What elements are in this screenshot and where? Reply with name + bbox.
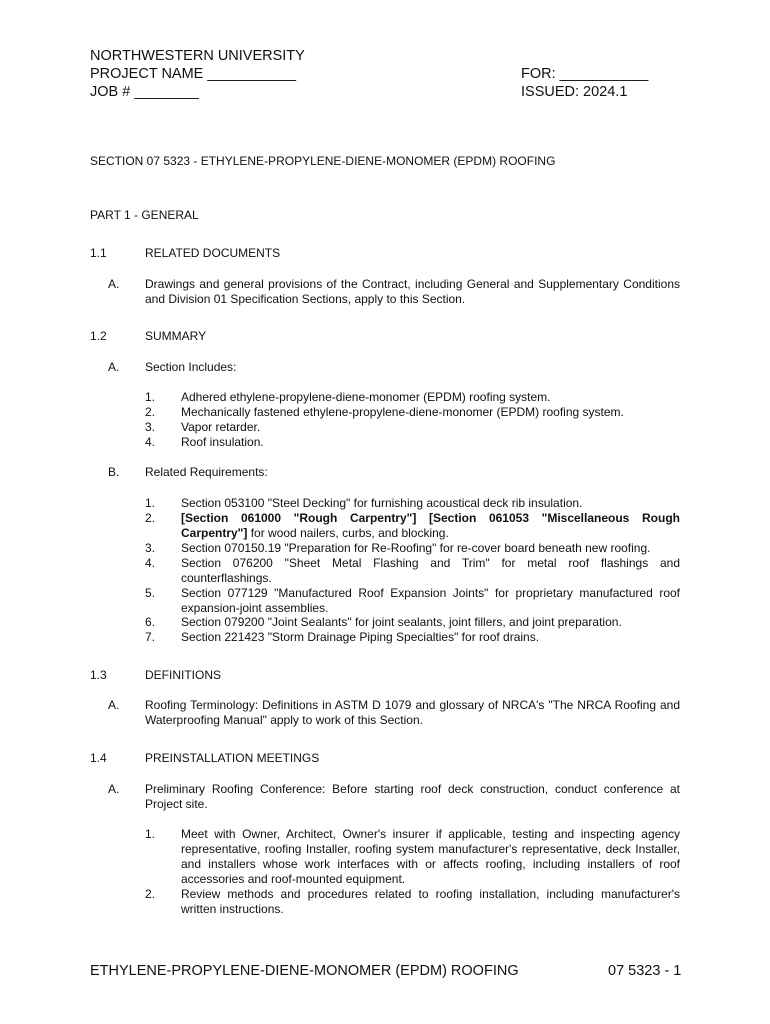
paragraph-letter: A. <box>108 782 120 796</box>
list-item: Section 077129 "Manufactured Roof Expansion Joints" for proprietary manufactured roof expansion-joint assemblies. <box>181 586 680 615</box>
list-number: 5. <box>145 586 156 600</box>
list-item: Meet with Owner, Architect, Owner's insurer if applicable, testing and inspecting agency representative, roofing Installer, roofing system manufacturer's representative, deck Installer, and installers whose work interfaces with or affects roofing, including installers of roof accessories and roof-mounted equipment. <box>181 827 680 886</box>
part-heading: PART 1 - GENERAL <box>90 208 199 222</box>
list-item: Section 076200 "Sheet Metal Flashing and Trim" for metal roof flashings and counterflashings. <box>181 556 680 585</box>
list-number: 2. <box>145 511 156 525</box>
list-item: Mechanically fastened ethylene-propylene-diene-monomer (EPDM) roofing system. <box>181 405 624 419</box>
article-title: DEFINITIONS <box>145 668 222 682</box>
list-item: Section 079200 "Joint Sealants" for joint sealants, joint fillers, and joint preparation. <box>181 615 622 629</box>
paragraph-letter: A. <box>108 360 120 374</box>
section-title: SECTION 07 5323 - ETHYLENE-PROPYLENE-DIENE-MONOMER (EPDM) ROOFING <box>90 154 556 168</box>
job-number: JOB # ________ <box>90 84 199 100</box>
footer-title: ETHYLENE-PROPYLENE-DIENE-MONOMER (EPDM) ROOFING <box>90 963 519 979</box>
page-number: 07 5323 - 1 <box>608 963 682 979</box>
list-number: 2. <box>145 405 156 419</box>
list-number: 6. <box>145 615 156 629</box>
paragraph-letter: B. <box>108 465 120 479</box>
list-number: 1. <box>145 827 156 841</box>
article-number: 1.1 <box>90 246 107 260</box>
list-number: 3. <box>145 420 156 434</box>
list-item: Section 070150.19 "Preparation for Re-Roofing" for re-cover board beneath new roofing. <box>181 541 651 555</box>
article-number: 1.3 <box>90 668 107 682</box>
list-number: 3. <box>145 541 156 555</box>
article-number: 1.4 <box>90 751 107 765</box>
list-number: 1. <box>145 390 156 404</box>
paragraph-letter: A. <box>108 277 120 291</box>
list-number: 4. <box>145 556 156 570</box>
article-title: PREINSTALLATION MEETINGS <box>145 751 320 765</box>
list-item <box>181 511 680 541</box>
bold-reference: [Section 061000 "Rough Carpentry"] <box>181 511 417 525</box>
paragraph-text: Related Requirements: <box>145 465 268 479</box>
paragraph-text: Section Includes: <box>145 360 237 374</box>
list-item: Section 053100 "Steel Decking" for furnishing acoustical deck rib insulation. <box>181 496 583 510</box>
for-field: FOR: ___________ <box>521 66 649 82</box>
list-item: Review methods and procedures related to roofing installation, including manufacturer's written instructions. <box>181 887 680 916</box>
university-name: NORTHWESTERN UNIVERSITY <box>90 48 305 64</box>
article-title: SUMMARY <box>145 329 207 343</box>
list-number: 4. <box>145 435 156 449</box>
article-number: 1.2 <box>90 329 107 343</box>
list-number: 7. <box>145 630 156 644</box>
list-item: Section 221423 "Storm Drainage Piping Specialties" for roof drains. <box>181 630 540 644</box>
article-title: RELATED DOCUMENTS <box>145 246 281 260</box>
list-item-text: for wood nailers, curbs, and blocking. <box>247 526 449 540</box>
paragraph-text: Roofing Terminology: Definitions in ASTM D 1079 and glossary of NRCA's "The NRCA Roofing and Waterproofing Manual" apply to work of this Section. <box>145 698 680 727</box>
paragraph-letter: A. <box>108 698 120 712</box>
project-name: PROJECT NAME ___________ <box>90 66 297 82</box>
paragraph-text: Drawings and general provisions of the Contract, including General and Supplementary Conditions and Division 01 Specification Sections, apply to this Section. <box>145 277 680 306</box>
list-number: 1. <box>145 496 156 510</box>
issued-date: ISSUED: 2024.1 <box>521 84 628 100</box>
list-item: Roof insulation. <box>181 435 264 449</box>
bold-reference: [Section 061053 "Miscellaneous Rough Carpentry"] <box>181 511 680 540</box>
list-item: Adhered ethylene-propylene-diene-monomer (EPDM) roofing system. <box>181 390 551 404</box>
list-number: 2. <box>145 887 156 901</box>
paragraph-text: Preliminary Roofing Conference: Before starting roof deck construction, conduct conference at Project site. <box>145 782 680 811</box>
list-item: Vapor retarder. <box>181 420 261 434</box>
